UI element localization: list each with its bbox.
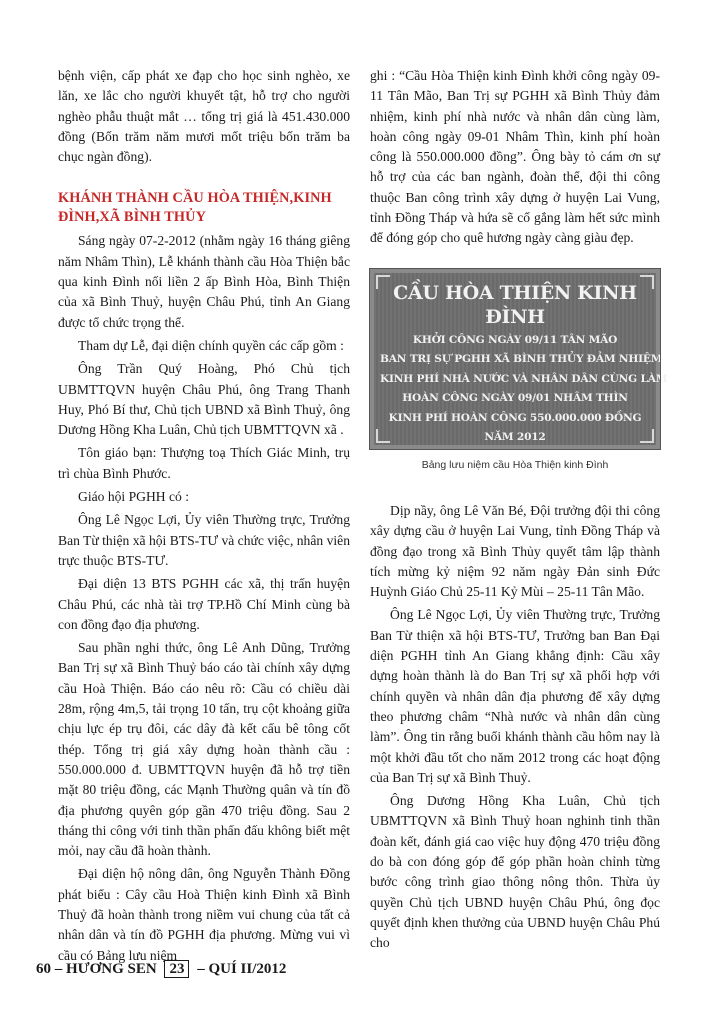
page-number: 60: [36, 961, 51, 977]
paragraph: Ông Trần Quý Hoàng, Phó Chủ tịch UBMTTQVN huyện Châu Phú, ông Trang Thanh Huy, Phó Bí thư, Chủ tịch UBND xã Bình Thuỷ, ông Dương Hồng Kha Luân, Chủ tịch UBMTTQVN xã .: [58, 361, 350, 438]
article-heading: KHÁNH THÀNH CẦU HÒA THIỆN,KINH ĐÌNH,XÃ BÌNH THỦY: [58, 190, 332, 226]
plaque-title: CẦU HÒA THIỆN KINH ĐÌNH: [393, 281, 637, 328]
paragraph: Ông Lê Ngọc Lợi, Ủy viên Thường trực, Trưởng Ban Từ thiện xã hội BTS-TƯ và chức việc, nhân viên trực thuộc BTS-TƯ.: [58, 512, 350, 568]
plaque-caption: Bảng lưu niệm cầu Hòa Thiện kinh Đình: [421, 458, 609, 471]
plaque-corner-ornament: [376, 429, 390, 443]
plaque-line: NĂM 2012: [484, 431, 546, 444]
footer-dash: –: [54, 961, 63, 977]
quarter-label: QUÍ II/2012: [208, 961, 287, 977]
paragraph: Sau phần nghi thức, ông Lê Anh Dũng, Trưởng Ban Trị sự xã Bình Thuỷ báo cáo tài chính xây dựng cầu Hoà Thiện. Báo cáo nêu rõ: Cầu có chiều dài 28m, rộng 4m,5, tải trọng 10 tấn, trụ cột khoảng giữa chịu lực ép trụ đôi, các dây đà kết cấu bê tông cốt thép. Tổng trị giá xây dựng hoàn thành cầu : 550.000.000 đ. UBMTTQVN huyện đã hỗ trợ tiền mặt 80 triệu đồng, các Mạnh Thường quân và tín đồ địa phương quyên góp gần 470 triệu đồng. Sau 2 tháng thi công với tinh thần phấn đấu không biết mệt mỏi, nay cầu đã hoàn thành.: [58, 640, 350, 859]
plaque-corner-ornament: [376, 275, 390, 289]
footer-dash: –: [197, 961, 205, 977]
paragraph: Dịp nầy, ông Lê Văn Bé, Đội trưởng đội thi công xây dựng cầu ở huyện Lai Vung, tỉnh Đồng Tháp và đồng đạo trong xã Bình Thủy quyết tâm lập thành tích mừng kỷ niệm 92 năm ngày Đản sinh Đức Huỳnh Giáo Chủ 25-11 Kỷ Mùi – 25-11 Tân Mão.: [370, 502, 660, 600]
plaque-line: KINH PHÍ NHÀ NƯỚC VÀ NHÂN DÂN CÙNG LÀM: [380, 372, 668, 385]
plaque-corner-ornament: [640, 429, 654, 443]
paragraph: Tôn giáo bạn: Thượng toạ Thích Giác Minh, trụ trì chùa Bình Phước.: [58, 445, 350, 481]
plaque-line: KINH PHÍ HOÀN CÔNG 550.000.000 ĐỒNG: [388, 411, 642, 424]
paragraph: Tham dự Lễ, đại diện chính quyền các cấp gồm :: [78, 337, 344, 353]
plaque-line: HOÀN CÔNG NGÀY 09/01 NHÂM THÌN: [402, 392, 628, 405]
issue-number-box: 23: [164, 960, 189, 978]
continued-paragraph: ghi : “Cầu Hòa Thiện kinh Đình khởi công ngày 09-11 Tân Mão, Ban Trị sự PGHH xã Bình Thủy đảm nhiệm, kinh phí nhà nước và nhân dân cùng làm, hoàn công ngày 09-01 Nhâm Thìn, kinh phí hoàn công là 550.000.000 đồng”. Ông bày tỏ cám ơn sự hỗ trợ của các ban ngành, đoàn thể, đội thi công thuộc Ban công trình xây dựng ở huyện Lai Vung, tỉnh Đồng Tháp và hứa sẽ cố gắng làm hết sức mình để đóng góp cho quê hương ngày càng giàu đẹp.: [370, 68, 660, 246]
intro-paragraph: bệnh viện, cấp phát xe đạp cho học sinh nghèo, xe lăn, xe lắc cho người khuyết tật, hỗ trợ cho người nghèo phẫu thuật mắt … tổng trị giá là 451.430.000 đồng (Bốn trăm năm mươi mốt triệu bốn trăm ba chục ngàn đồng).: [58, 68, 350, 165]
plaque-line: BAN TRỊ SỰ PGHH XÃ BÌNH THỦY ĐẢM NHIỆM: [380, 353, 663, 366]
magazine-name: HƯƠNG SEN: [66, 961, 157, 977]
right-column: [370, 66, 668, 957]
paragraph: Đại diện hộ nông dân, ông Nguyễn Thành Đồng phát biểu : Cây cầu Hoà Thiện kinh Đình xã Bình Thuỷ đã hoàn thành trong niềm vui chung của tất cả nhân dân và tín đồ PGHH địa phương. Mừng vui vì cầu có Bảng lưu niệm: [58, 866, 350, 963]
left-column: [58, 66, 350, 969]
plaque-line: KHỞI CÔNG NGÀY 09/11 TÂN MÃO: [412, 333, 618, 346]
paragraph: Đại diện 13 BTS PGHH các xã, thị trấn huyện Châu Phú, các nhà tài trợ TP.Hồ Chí Minh cùng bà con đồng đạo địa phương.: [58, 576, 350, 632]
plaque-corner-ornament: [640, 275, 654, 289]
paragraph: Sáng ngày 07-2-2012 (nhằm ngày 16 tháng giêng năm Nhâm Thìn), Lễ khánh thành cầu Hòa Thiện bắc qua kinh Đình nối liền 2 ấp Bình Hòa, Bình Thiện của xã Bình Thuỷ, huyện Châu Phú, tỉnh An Giang được tổ chức trọng thể.: [58, 233, 350, 330]
paragraph: Ông Dương Hồng Kha Luân, Chủ tịch UBMTTQVN xã Bình Thuỷ hoan nghinh tinh thần đoàn kết, đánh giá cao việc huy động 470 triệu đồng do bà con đóng góp để góp phần hoàn chỉnh từng bước công trình giao thông nông thôn. Thừa ủy quyền Chủ tịch UBND huyện Châu Phú, ông đọc quyết định khen thưởng của UBND huyện Châu Phú cho: [370, 793, 660, 951]
paragraph: Ông Lê Ngọc Lợi, Ủy viên Thường trực, Trưởng Ban Từ thiện xã hội BTS-TƯ, Trưởng ban Ban Đại diện PGHH tỉnh An Giang khẳng định: Cầu xây dựng hoàn thành là do Ban Trị sự xã phối hợp với chính quyền và nhân dân địa phương để xây dựng theo phương châm “Nhà nước và nhân dân cùng làm”. Ông tin rằng buổi khánh thành cầu hôm nay là một khởi đầu tốt cho năm 2012 trong các hoạt động của Ban Trị sự xã Bình Thuỷ.: [370, 607, 660, 785]
paragraph: Giáo hội PGHH có :: [78, 489, 190, 505]
memorial-plaque-image: [370, 269, 668, 449]
page-footer: [36, 960, 286, 978]
